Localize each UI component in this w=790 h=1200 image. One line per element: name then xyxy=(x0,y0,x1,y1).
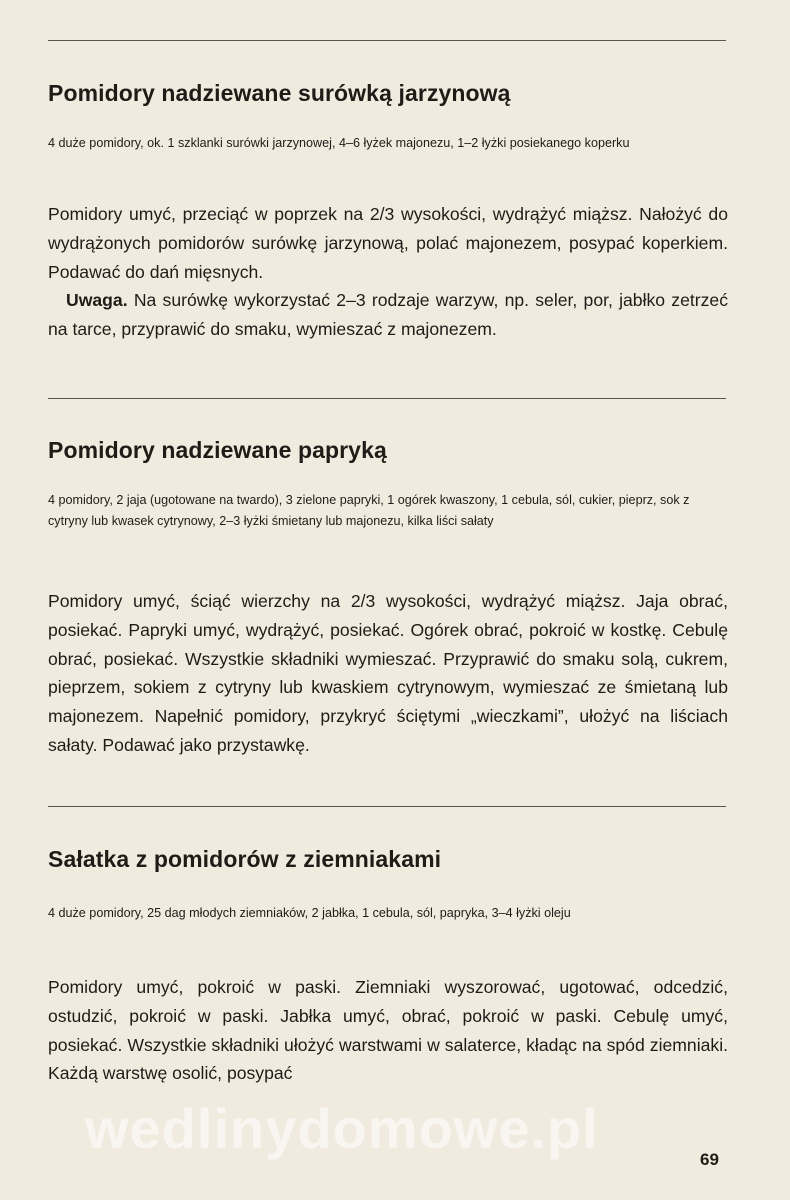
watermark: wedlinydomowe.pl xyxy=(85,1097,599,1160)
page-number: 69 xyxy=(700,1150,719,1169)
recipe-instructions: Pomidory umyć, przeciąć w poprzek na 2/3 wysokości, wydrążyć miąższ. Nałożyć do wydrążonych pomidorów surówkę jarzynową, polać majonezem, posypać koperkiem. Podawać do dań mięsnych. xyxy=(48,204,728,282)
ingredients-list: 4 pomidory, 2 jaja (ugotowane na twardo), 3 zielone papryki, 1 ogórek kwaszony, 1 cebula, sól, cukier, pieprz, sok z cytryny lub kwasek cytrynowy, 2–3 łyżki śmietany lub majonezu, kilka liści sałaty xyxy=(48,493,690,528)
recipe-note xyxy=(48,286,728,344)
divider-line xyxy=(48,806,726,807)
recipe-title: Sałatka z pomidorów z ziemniakami xyxy=(48,846,442,872)
note-label: Uwaga. xyxy=(66,290,128,310)
recipe-instructions: Pomidory umyć, ściąć wierzchy na 2/3 wysokości, wydrążyć miąższ. Jaja obrać, posiekać. Papryki umyć, wydrążyć, posiekać. Ogórek obrać, pokroić w kostkę. Cebulę obrać, posiekać. Wszystkie składniki wymieszać. Przyprawić do smaku solą, cukrem, pieprzem, sokiem z cytryny lub kwaskiem cytrynowym, wymieszać ze śmietaną lub majonezem. Napełnić pomidory, przykryć ściętymi „wieczkami”, ułożyć na liściach sałaty. Podawać jako przystawkę. xyxy=(48,591,728,755)
note-text: Na surówkę wykorzystać 2–3 rodzaje warzyw, np. seler, por, jabłko zetrzeć na tarce, przyprawić do smaku, wymieszać z majonezem. xyxy=(48,290,728,339)
recipe-title: Pomidory nadziewane surówką jarzynową xyxy=(48,80,511,106)
divider-line xyxy=(48,398,726,399)
recipe-instructions: Pomidory umyć, pokroić w paski. Ziemniaki wyszorować, ugotować, odcedzić, ostudzić, pokroić w paski. Jabłka umyć, obrać, pokroić w paski. Cebulę umyć, posiekać. Wszystkie składniki ułożyć warstwami w salaterce, kładąc na spód ziemniaki. Każdą warstwę osolić, posypać xyxy=(48,977,728,1084)
ingredients-list: 4 duże pomidory, 25 dag młodych ziemniaków, 2 jabłka, 1 cebula, sól, papryka, 3–4 łyżki oleju xyxy=(48,906,571,920)
ingredients-list: 4 duże pomidory, ok. 1 szklanki surówki jarzynowej, 4–6 łyżek majonezu, 1–2 łyżki posiekanego koperku xyxy=(48,136,630,150)
divider-line xyxy=(48,40,726,41)
recipe-title: Pomidory nadziewane papryką xyxy=(48,437,387,463)
